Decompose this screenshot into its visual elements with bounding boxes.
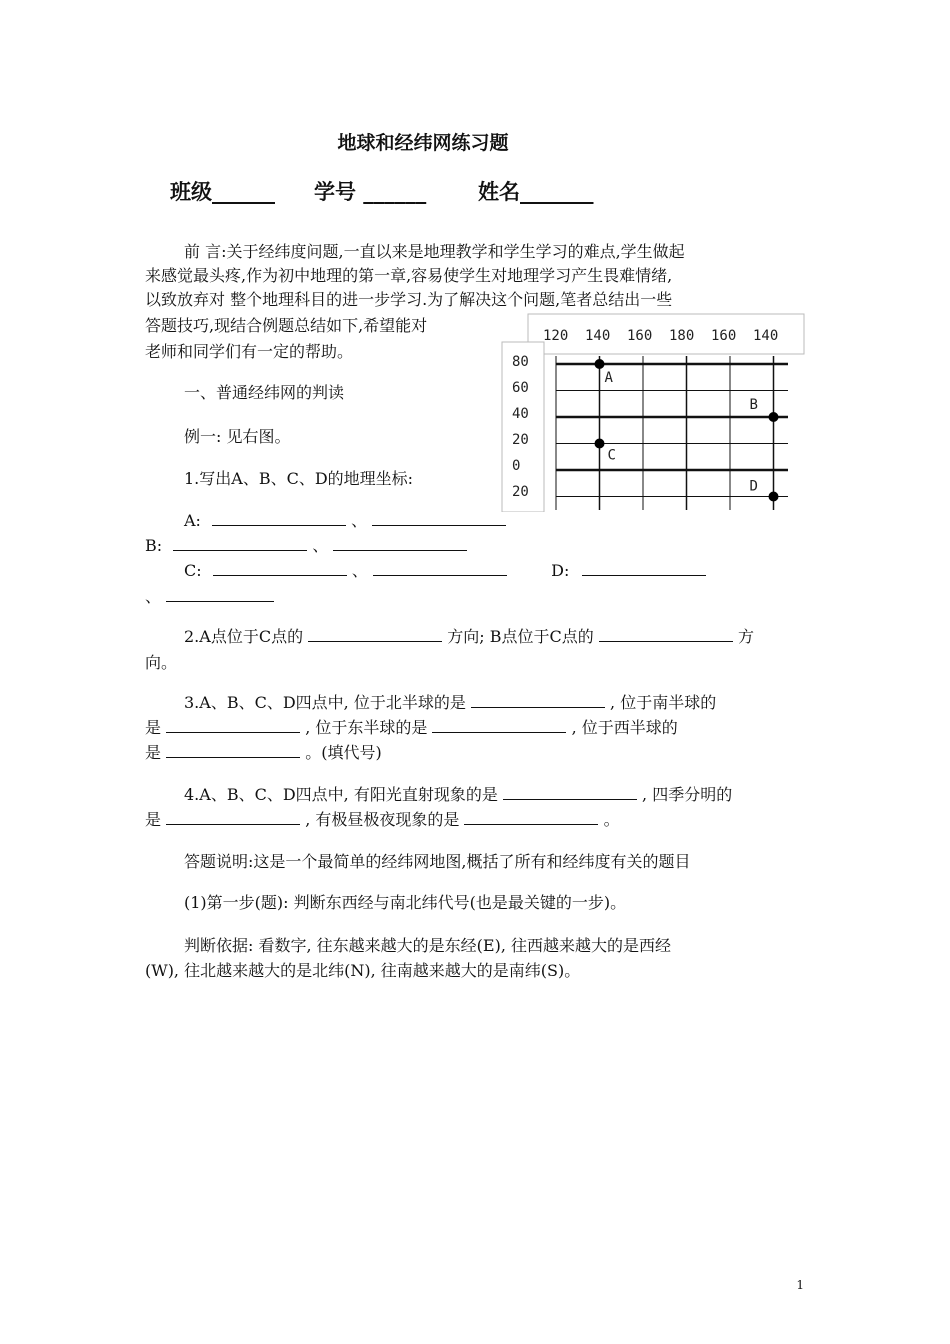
question-3-text-b: , 位于南半球的 xyxy=(610,693,717,712)
point-a-label: A xyxy=(604,370,613,386)
latitude-tick-label: 60 xyxy=(512,380,529,396)
question-4-text-b: , 四季分明的 xyxy=(642,785,733,804)
longitude-tick-label: 120 xyxy=(543,328,569,344)
answer-row-b xyxy=(145,533,467,556)
longitude-tick-label: 140 xyxy=(753,328,779,344)
separator: 、 xyxy=(351,561,368,580)
separator: 、 xyxy=(312,536,329,555)
page-number: 1 xyxy=(796,1278,804,1292)
question-4-text-a: 4.A、B、C、D四点中, 有阳光直射现象的是 xyxy=(184,785,498,804)
answer-note: 答题说明:这是一个最简单的经纬网地图,概括了所有和经纬度有关的题目 xyxy=(184,852,691,871)
question-3-blank-east[interactable] xyxy=(432,718,566,733)
intro-line-3: 以致放弃对 整个地理科目的进一步学习.为了解决这个问题,笔者总结出一些 xyxy=(145,290,673,309)
longitude-tick-label: 160 xyxy=(627,328,653,344)
question-4-blank-direct-sun[interactable] xyxy=(503,785,637,800)
question-4-text-c: 是 xyxy=(145,810,162,829)
page-title: 地球和经纬网练习题 xyxy=(337,132,509,154)
question-3-blank-south[interactable] xyxy=(166,718,300,733)
example-label: 例一: 见右图。 xyxy=(184,427,291,446)
question-4-blank-seasons[interactable] xyxy=(166,810,300,825)
answer-c-latitude-blank[interactable] xyxy=(373,561,507,576)
intro-line-2: 来感觉最头疼,作为初中地理的第一章,容易使学生对地理学习产生畏难情绪, xyxy=(145,266,673,285)
longitude-tick-label: 180 xyxy=(669,328,695,344)
name-field-label: 姓名_______ xyxy=(478,180,594,204)
question-4-blank-polar[interactable] xyxy=(464,810,598,825)
question-4-line-2 xyxy=(145,807,620,830)
basis-line-2: (W), 往北越来越大的是北纬(N), 往南越来越大的是南纬(S)。 xyxy=(145,961,581,980)
intro-line-1: 前 言:关于经纬度问题,一直以来是地理教学和学生学习的难点,学生做起 xyxy=(184,242,685,261)
point-a-marker xyxy=(595,359,605,369)
question-2-text-a: 2.A点位于C点的 xyxy=(184,627,304,646)
separator: 、 xyxy=(145,587,162,606)
answer-b-latitude-blank[interactable] xyxy=(333,536,467,551)
question-4-text-d: , 有极昼极夜现象的是 xyxy=(305,810,460,829)
question-3-text-c: 是 xyxy=(145,718,162,737)
point-d-label: D xyxy=(749,478,758,495)
section-heading: 一、普通经纬网的判读 xyxy=(184,383,345,402)
lat-long-grid-svg xyxy=(500,312,805,512)
point-b-label: B xyxy=(749,397,758,413)
question-3-text-f: 是 xyxy=(145,743,162,762)
latitude-tick-label: 40 xyxy=(512,406,529,422)
latitude-tick-label: 0 xyxy=(512,458,521,474)
question-2-blank-a[interactable] xyxy=(308,627,442,642)
question-2 xyxy=(184,624,754,647)
intro-line-5: 老师和同学们有一定的帮助。 xyxy=(145,342,354,361)
student-number-field-label: 学号 ______ xyxy=(314,180,427,204)
question-2-text-c: 方 xyxy=(737,627,754,646)
question-3-line-3 xyxy=(145,740,382,763)
lat-long-grid-figure xyxy=(500,312,805,512)
answer-b-label: B: xyxy=(145,536,163,555)
answer-a-label: A: xyxy=(184,511,201,530)
answer-a-longitude-blank[interactable] xyxy=(212,511,346,526)
longitude-tick-label: 140 xyxy=(585,328,611,344)
latitude-tick-label: 80 xyxy=(512,354,529,370)
answer-d-longitude-blank[interactable] xyxy=(582,561,706,576)
question-3-text-g: 。(填代号) xyxy=(305,743,382,762)
question-2-text-b: 方向; B点位于C点的 xyxy=(447,627,594,646)
question-3-text-e: , 位于西半球的 xyxy=(571,718,678,737)
basis-line-1: 判断依据: 看数字, 往东越来越大的是东经(E), 往西越来越大的是西经 xyxy=(184,936,671,955)
question-2-line-2: 向。 xyxy=(145,653,178,672)
question-3-blank-north[interactable] xyxy=(471,693,605,708)
answer-row-d-cont xyxy=(145,584,274,607)
point-c-marker xyxy=(595,439,605,449)
answer-d-latitude-blank[interactable] xyxy=(166,587,274,602)
question-3-text-a: 3.A、B、C、D四点中, 位于北半球的是 xyxy=(184,693,466,712)
question-3-text-d: , 位于东半球的是 xyxy=(305,718,428,737)
answer-c-label: C: xyxy=(184,561,202,580)
answer-row-a xyxy=(184,508,506,531)
question-4-text-e: 。 xyxy=(603,810,620,829)
latitude-tick-label: 20 xyxy=(512,484,529,500)
question-2-blank-b[interactable] xyxy=(599,627,733,642)
separator: 、 xyxy=(351,511,368,530)
question-4 xyxy=(184,782,732,805)
class-field-label: 班级______ xyxy=(170,180,275,204)
question-3-blank-west[interactable] xyxy=(166,743,300,758)
answer-b-longitude-blank[interactable] xyxy=(173,536,307,551)
answer-d-label: D: xyxy=(551,561,570,580)
intro-line-4: 答题技巧,现结合例题总结如下,希望能对 xyxy=(145,316,428,335)
step-1: (1)第一步(题): 判断东西经与南北纬代号(也是最关键的一步)。 xyxy=(184,893,627,912)
question-1: 1.写出A、B、C、D的地理坐标: xyxy=(184,469,414,488)
longitude-tick-label: 160 xyxy=(711,328,737,344)
point-b-marker xyxy=(769,412,779,422)
point-d-marker xyxy=(769,492,779,502)
question-3-line-2 xyxy=(145,715,678,738)
answer-c-longitude-blank[interactable] xyxy=(213,561,347,576)
latitude-tick-label: 20 xyxy=(512,432,529,448)
question-3 xyxy=(184,690,716,713)
answer-row-c xyxy=(184,558,706,581)
point-c-label: C xyxy=(607,447,616,464)
answer-a-latitude-blank[interactable] xyxy=(372,511,506,526)
